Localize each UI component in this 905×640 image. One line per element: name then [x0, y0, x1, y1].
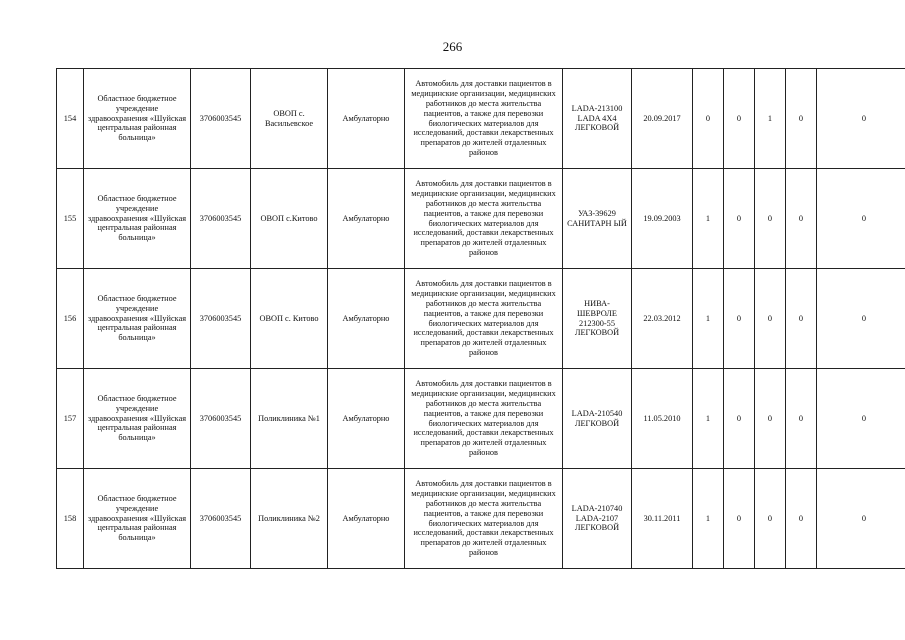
count-col-1: 1 — [693, 369, 724, 469]
vehicle-table — [56, 68, 905, 569]
inn-code: 3706003545 — [191, 469, 251, 569]
registration-date: 22.03.2012 — [632, 269, 693, 369]
vehicle-model: НИВА-ШЕВРОЛЕ 212300-55 ЛЕГКОВОЙ — [563, 269, 632, 369]
subdivision: Поликлиника №1 — [251, 369, 328, 469]
vehicle-purpose: Автомобиль для доставки пациентов в медицинские организации, медицинских работников до места жительства пациентов, а также для перевозки биологических материалов для исследований, доставки лекарственных препаратов до жителей отдаленных районов — [405, 169, 563, 269]
organization-name: Областное бюджетное учреждение здравоохранения «Шуйская центральная районная больница» — [84, 369, 191, 469]
count-col-3: 0 — [755, 269, 786, 369]
table-row — [57, 269, 905, 369]
vehicle-purpose: Автомобиль для доставки пациентов в медицинские организации, медицинских работников до места жительства пациентов, а также для перевозки биологических материалов для исследований, доставки лекарственных препаратов до жителей отдаленных районов — [405, 269, 563, 369]
count-col-5: 0 — [817, 69, 905, 169]
table-row — [57, 369, 905, 469]
registration-date: 30.11.2011 — [632, 469, 693, 569]
count-col-1: 0 — [693, 69, 724, 169]
vehicle-model: LADA-213100 LADA 4X4 ЛЕГКОВОЙ — [563, 69, 632, 169]
subdivision: ОВОП с. Китово — [251, 269, 328, 369]
organization-name: Областное бюджетное учреждение здравоохранения «Шуйская центральная районная больница» — [84, 69, 191, 169]
count-col-5: 0 — [817, 169, 905, 269]
row-number: 157 — [57, 369, 84, 469]
vehicle-model: LADA-210540 ЛЕГКОВОЙ — [563, 369, 632, 469]
inn-code: 3706003545 — [191, 369, 251, 469]
count-col-3: 0 — [755, 469, 786, 569]
count-col-2: 0 — [724, 69, 755, 169]
count-col-4: 0 — [786, 269, 817, 369]
registration-date: 20.09.2017 — [632, 69, 693, 169]
care-type: Амбулаторно — [328, 369, 405, 469]
row-number: 154 — [57, 69, 84, 169]
count-col-5: 0 — [817, 369, 905, 469]
count-col-1: 1 — [693, 469, 724, 569]
table-row — [57, 69, 905, 169]
count-col-3: 0 — [755, 369, 786, 469]
care-type: Амбулаторно — [328, 469, 405, 569]
care-type: Амбулаторно — [328, 69, 405, 169]
registration-date: 19.09.2003 — [632, 169, 693, 269]
inn-code: 3706003545 — [191, 269, 251, 369]
table-row — [57, 469, 905, 569]
subdivision: ОВОП с. Васильевское — [251, 69, 328, 169]
count-col-3: 1 — [755, 69, 786, 169]
vehicle-model: УАЗ-39629 САНИТАРН ЫЙ — [563, 169, 632, 269]
vehicle-purpose: Автомобиль для доставки пациентов в медицинские организации, медицинских работников до места жительства пациентов, а также для перевозки биологических материалов для исследований, доставки лекарственных препаратов до жителей отдаленных районов — [405, 469, 563, 569]
inn-code: 3706003545 — [191, 169, 251, 269]
organization-name: Областное бюджетное учреждение здравоохранения «Шуйская центральная районная больница» — [84, 269, 191, 369]
count-col-2: 0 — [724, 469, 755, 569]
row-number: 158 — [57, 469, 84, 569]
inn-code: 3706003545 — [191, 69, 251, 169]
vehicle-purpose: Автомобиль для доставки пациентов в медицинские организации, медицинских работников до места жительства пациентов, а также для перевозки биологических материалов для исследований, доставки лекарственных препаратов до жителей отдаленных районов — [405, 369, 563, 469]
count-col-5: 0 — [817, 269, 905, 369]
count-col-1: 1 — [693, 169, 724, 269]
count-col-2: 0 — [724, 269, 755, 369]
count-col-4: 0 — [786, 69, 817, 169]
registration-date: 11.05.2010 — [632, 369, 693, 469]
subdivision: Поликлиника №2 — [251, 469, 328, 569]
vehicle-model: LADA-210740 LADA-2107 ЛЕГКОВОЙ — [563, 469, 632, 569]
row-number: 155 — [57, 169, 84, 269]
organization-name: Областное бюджетное учреждение здравоохранения «Шуйская центральная районная больница» — [84, 169, 191, 269]
care-type: Амбулаторно — [328, 269, 405, 369]
count-col-2: 0 — [724, 169, 755, 269]
subdivision: ОВОП с.Китово — [251, 169, 328, 269]
count-col-1: 1 — [693, 269, 724, 369]
count-col-5: 0 — [817, 469, 905, 569]
table-row — [57, 169, 905, 269]
count-col-2: 0 — [724, 369, 755, 469]
count-col-4: 0 — [786, 469, 817, 569]
page-number: 266 — [442, 39, 463, 54]
count-col-3: 0 — [755, 169, 786, 269]
vehicle-purpose: Автомобиль для доставки пациентов в медицинские организации, медицинских работников до места жительства пациентов, а также для перевозки биологических материалов для исследований, доставки лекарственных препаратов до жителей отдаленных районов — [405, 69, 563, 169]
count-col-4: 0 — [786, 169, 817, 269]
row-number: 156 — [57, 269, 84, 369]
organization-name: Областное бюджетное учреждение здравоохранения «Шуйская центральная районная больница» — [84, 469, 191, 569]
count-col-4: 0 — [786, 369, 817, 469]
care-type: Амбулаторно — [328, 169, 405, 269]
